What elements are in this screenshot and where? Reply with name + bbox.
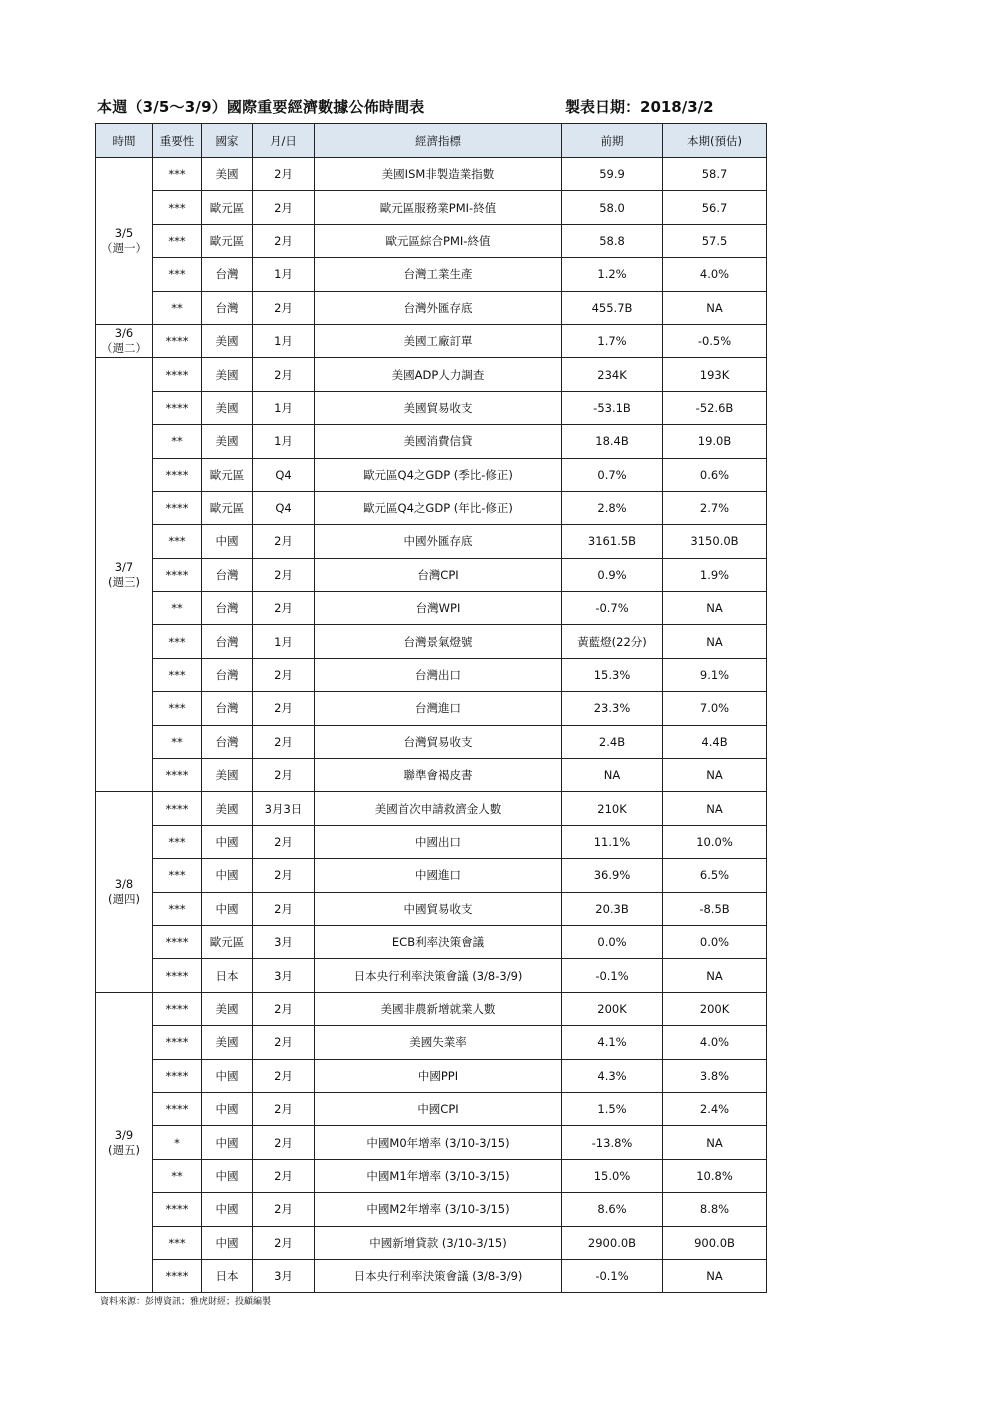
forecast-cell: 10.0% [663, 825, 767, 858]
forecast-cell: 7.0% [663, 692, 767, 725]
table-row [96, 558, 767, 591]
previous-cell: 210K [562, 792, 663, 825]
previous-cell: 2.4B [562, 725, 663, 758]
date-cell [96, 792, 153, 992]
indicator-cell: 中國CPI [315, 1092, 562, 1125]
forecast-cell: 10.8% [663, 1159, 767, 1192]
indicator-cell: 美國首次申請救濟金人數 [315, 792, 562, 825]
previous-cell: 59.9 [562, 158, 663, 191]
forecast-cell: NA [663, 625, 767, 658]
date-cell [96, 992, 153, 1293]
table-row [96, 1126, 767, 1159]
table-row [96, 592, 767, 625]
indicator-cell: 台灣景氣燈號 [315, 625, 562, 658]
table-body [96, 158, 767, 1293]
indicator-cell: 美國工廠訂單 [315, 324, 562, 357]
country-cell: 歐元區 [202, 224, 253, 257]
importance-cell: *** [153, 692, 202, 725]
indicator-cell: 台灣出口 [315, 658, 562, 691]
month-day-cell: 1月 [253, 258, 315, 291]
forecast-cell: NA [663, 1126, 767, 1159]
previous-cell: 200K [562, 992, 663, 1025]
header-indicator: 經濟指標 [315, 124, 562, 158]
country-cell: 中國 [202, 859, 253, 892]
forecast-cell: 2.7% [663, 491, 767, 524]
importance-cell: **** [153, 1193, 202, 1226]
importance-cell: *** [153, 859, 202, 892]
country-cell: 美國 [202, 358, 253, 391]
indicator-cell: 美國非農新增就業人數 [315, 992, 562, 1025]
country-cell: 台灣 [202, 592, 253, 625]
previous-cell: 15.0% [562, 1159, 663, 1192]
forecast-cell: NA [663, 592, 767, 625]
forecast-cell: 19.0B [663, 425, 767, 458]
previous-cell: -53.1B [562, 391, 663, 424]
indicator-cell: 中國貿易收支 [315, 892, 562, 925]
month-day-cell: 2月 [253, 1126, 315, 1159]
table-row [96, 324, 767, 357]
forecast-cell: -8.5B [663, 892, 767, 925]
table-row [96, 792, 767, 825]
table-row [96, 525, 767, 558]
country-cell: 歐元區 [202, 458, 253, 491]
forecast-cell: -0.5% [663, 324, 767, 357]
forecast-cell: 6.5% [663, 859, 767, 892]
previous-cell: 8.6% [562, 1193, 663, 1226]
previous-cell: 234K [562, 358, 663, 391]
importance-cell: *** [153, 258, 202, 291]
table-row [96, 191, 767, 224]
importance-cell: **** [153, 1092, 202, 1125]
table-row [96, 892, 767, 925]
indicator-cell: ECB利率決策會議 [315, 925, 562, 958]
forecast-cell: NA [663, 959, 767, 992]
indicator-cell: 歐元區Q4之GDP (年比-修正) [315, 491, 562, 524]
month-day-cell: 2月 [253, 291, 315, 324]
previous-cell: 455.7B [562, 291, 663, 324]
date-label: 3/9 [114, 1127, 134, 1142]
country-cell: 美國 [202, 759, 253, 792]
importance-cell: ** [153, 425, 202, 458]
country-cell: 中國 [202, 1059, 253, 1092]
forecast-cell: 56.7 [663, 191, 767, 224]
country-cell: 台灣 [202, 258, 253, 291]
importance-cell: *** [153, 191, 202, 224]
importance-cell: *** [153, 625, 202, 658]
importance-cell: *** [153, 658, 202, 691]
previous-cell: 1.5% [562, 1092, 663, 1125]
month-day-cell: 2月 [253, 191, 315, 224]
forecast-cell: 1.9% [663, 558, 767, 591]
importance-cell: **** [153, 792, 202, 825]
importance-cell: * [153, 1126, 202, 1159]
indicator-cell: 中國進口 [315, 859, 562, 892]
importance-cell: **** [153, 458, 202, 491]
indicator-cell: 台灣工業生產 [315, 258, 562, 291]
forecast-cell: 4.0% [663, 1026, 767, 1059]
importance-cell: *** [153, 892, 202, 925]
indicator-cell: 聯準會褐皮書 [315, 759, 562, 792]
table-row [96, 1159, 767, 1192]
month-day-cell: 2月 [253, 224, 315, 257]
weekday-label: (週三) [108, 574, 140, 589]
month-day-cell: 3月 [253, 1259, 315, 1292]
table-row [96, 391, 767, 424]
importance-cell: **** [153, 391, 202, 424]
table-row [96, 759, 767, 792]
month-day-cell: 2月 [253, 859, 315, 892]
importance-cell: **** [153, 1259, 202, 1292]
schedule-table [95, 123, 767, 1293]
previous-cell: 1.2% [562, 258, 663, 291]
country-cell: 中國 [202, 1092, 253, 1125]
indicator-cell: 中國出口 [315, 825, 562, 858]
table-row [96, 224, 767, 257]
table-row [96, 959, 767, 992]
indicator-cell: 歐元區服務業PMI-終值 [315, 191, 562, 224]
table-row [96, 725, 767, 758]
importance-cell: **** [153, 1059, 202, 1092]
forecast-cell: 4.0% [663, 258, 767, 291]
table-row [96, 658, 767, 691]
indicator-cell: 中國外匯存底 [315, 525, 562, 558]
indicator-cell: 台灣貿易收支 [315, 725, 562, 758]
importance-cell: ** [153, 725, 202, 758]
header-previous: 前期 [562, 124, 663, 158]
country-cell: 美國 [202, 792, 253, 825]
previous-cell: -13.8% [562, 1126, 663, 1159]
previous-cell: NA [562, 759, 663, 792]
month-day-cell: 2月 [253, 592, 315, 625]
month-day-cell: 2月 [253, 1159, 315, 1192]
country-cell: 台灣 [202, 291, 253, 324]
forecast-cell: 57.5 [663, 224, 767, 257]
country-cell: 中國 [202, 1126, 253, 1159]
month-day-cell: 2月 [253, 658, 315, 691]
forecast-cell: -52.6B [663, 391, 767, 424]
date-label: 3/6 [114, 326, 134, 341]
country-cell: 台灣 [202, 558, 253, 591]
month-day-cell: 2月 [253, 692, 315, 725]
month-day-cell: 2月 [253, 892, 315, 925]
previous-cell: 15.3% [562, 658, 663, 691]
indicator-cell: 中國PPI [315, 1059, 562, 1092]
importance-cell: **** [153, 925, 202, 958]
country-cell: 台灣 [202, 658, 253, 691]
importance-cell: *** [153, 224, 202, 257]
previous-cell: 0.0% [562, 925, 663, 958]
made-date: 製表日期：2018/3/2 [565, 98, 714, 116]
previous-cell: -0.1% [562, 1259, 663, 1292]
importance-cell: **** [153, 324, 202, 357]
indicator-cell: 歐元區Q4之GDP (季比-修正) [315, 458, 562, 491]
previous-cell: -0.1% [562, 959, 663, 992]
weekday-label: （週一） [101, 240, 147, 255]
table-row [96, 158, 767, 191]
country-cell: 台灣 [202, 725, 253, 758]
importance-cell: **** [153, 558, 202, 591]
previous-cell: 2.8% [562, 491, 663, 524]
source-note: 資料來源：彭博資訊；雅虎財經；投顧編製 [100, 1297, 272, 1307]
forecast-cell: 3150.0B [663, 525, 767, 558]
indicator-cell: 美國貿易收支 [315, 391, 562, 424]
indicator-cell: 歐元區綜合PMI-終值 [315, 224, 562, 257]
indicator-cell: 中國新增貸款 (3/10-3/15) [315, 1226, 562, 1259]
table-row [96, 1092, 767, 1125]
forecast-cell: NA [663, 759, 767, 792]
table-row [96, 491, 767, 524]
previous-cell: 1.7% [562, 324, 663, 357]
importance-cell: *** [153, 158, 202, 191]
previous-cell: 58.8 [562, 224, 663, 257]
forecast-cell: 3.8% [663, 1059, 767, 1092]
forecast-cell: NA [663, 291, 767, 324]
previous-cell: 3161.5B [562, 525, 663, 558]
previous-cell: 58.0 [562, 191, 663, 224]
forecast-cell: 0.6% [663, 458, 767, 491]
previous-cell: 2900.0B [562, 1226, 663, 1259]
month-day-cell: 2月 [253, 1092, 315, 1125]
indicator-cell: 中國M2年增率 (3/10-3/15) [315, 1193, 562, 1226]
month-day-cell: Q4 [253, 491, 315, 524]
month-day-cell: 2月 [253, 825, 315, 858]
month-day-cell: 2月 [253, 1193, 315, 1226]
month-day-cell: 2月 [253, 358, 315, 391]
previous-cell: 23.3% [562, 692, 663, 725]
importance-cell: *** [153, 525, 202, 558]
forecast-cell: 0.0% [663, 925, 767, 958]
forecast-cell: 900.0B [663, 1226, 767, 1259]
indicator-cell: 台灣WPI [315, 592, 562, 625]
month-day-cell: 1月 [253, 391, 315, 424]
weekday-label: (週五) [108, 1142, 140, 1157]
table-row [96, 925, 767, 958]
importance-cell: **** [153, 959, 202, 992]
forecast-cell: 9.1% [663, 658, 767, 691]
country-cell: 美國 [202, 324, 253, 357]
table-row [96, 625, 767, 658]
forecast-cell: 4.4B [663, 725, 767, 758]
header-importance: 重要性 [153, 124, 202, 158]
table-row [96, 425, 767, 458]
indicator-cell: 台灣外匯存底 [315, 291, 562, 324]
title-row [97, 96, 765, 122]
table-row [96, 1026, 767, 1059]
table-row [96, 1193, 767, 1226]
country-cell: 台灣 [202, 692, 253, 725]
country-cell: 中國 [202, 892, 253, 925]
header-forecast: 本期(預估) [663, 124, 767, 158]
month-day-cell: 3月 [253, 925, 315, 958]
table-row [96, 859, 767, 892]
month-day-cell: 2月 [253, 558, 315, 591]
month-day-cell: Q4 [253, 458, 315, 491]
table-row [96, 992, 767, 1025]
importance-cell: **** [153, 491, 202, 524]
page-title: 本週（3/5～3/9）國際重要經濟數據公佈時間表 [97, 98, 425, 116]
forecast-cell: 2.4% [663, 1092, 767, 1125]
forecast-cell: 200K [663, 992, 767, 1025]
month-day-cell: 1月 [253, 324, 315, 357]
country-cell: 日本 [202, 959, 253, 992]
indicator-cell: 美國ISM非製造業指數 [315, 158, 562, 191]
indicator-cell: 中國M0年增率 (3/10-3/15) [315, 1126, 562, 1159]
month-day-cell: 2月 [253, 992, 315, 1025]
date-cell [96, 358, 153, 792]
country-cell: 美國 [202, 992, 253, 1025]
previous-cell: 0.9% [562, 558, 663, 591]
month-day-cell: 3月 [253, 959, 315, 992]
country-cell: 中國 [202, 1226, 253, 1259]
country-cell: 中國 [202, 1193, 253, 1226]
country-cell: 美國 [202, 391, 253, 424]
indicator-cell: 美國ADP人力調查 [315, 358, 562, 391]
forecast-cell: 58.7 [663, 158, 767, 191]
country-cell: 歐元區 [202, 491, 253, 524]
date-cell [96, 158, 153, 325]
country-cell: 美國 [202, 425, 253, 458]
month-day-cell: 2月 [253, 158, 315, 191]
month-day-cell: 3月3日 [253, 792, 315, 825]
month-day-cell: 2月 [253, 1226, 315, 1259]
table-row [96, 258, 767, 291]
importance-cell: ** [153, 592, 202, 625]
table-row [96, 1259, 767, 1292]
forecast-cell: NA [663, 792, 767, 825]
table-row [96, 1059, 767, 1092]
header-row [96, 124, 767, 158]
month-day-cell: 2月 [253, 1026, 315, 1059]
table-row [96, 358, 767, 391]
importance-cell: **** [153, 358, 202, 391]
forecast-cell: 8.8% [663, 1193, 767, 1226]
table-row [96, 825, 767, 858]
weekday-label: （週二） [101, 341, 147, 356]
indicator-cell: 日本央行利率決策會議 (3/8-3/9) [315, 959, 562, 992]
header-country: 國家 [202, 124, 253, 158]
previous-cell: -0.7% [562, 592, 663, 625]
forecast-cell: NA [663, 1259, 767, 1292]
month-day-cell: 2月 [253, 759, 315, 792]
country-cell: 中國 [202, 525, 253, 558]
country-cell: 歐元區 [202, 191, 253, 224]
country-cell: 台灣 [202, 625, 253, 658]
country-cell: 歐元區 [202, 925, 253, 958]
weekday-label: (週四) [108, 892, 140, 907]
previous-cell: 黃藍燈(22分) [562, 625, 663, 658]
table-row [96, 291, 767, 324]
importance-cell: **** [153, 992, 202, 1025]
indicator-cell: 台灣CPI [315, 558, 562, 591]
country-cell: 中國 [202, 825, 253, 858]
indicator-cell: 中國M1年增率 (3/10-3/15) [315, 1159, 562, 1192]
table-row [96, 1226, 767, 1259]
month-day-cell: 1月 [253, 425, 315, 458]
importance-cell: **** [153, 759, 202, 792]
country-cell: 日本 [202, 1259, 253, 1292]
date-label: 3/7 [114, 559, 134, 574]
date-label: 3/8 [114, 877, 134, 892]
month-day-cell: 2月 [253, 525, 315, 558]
country-cell: 美國 [202, 158, 253, 191]
importance-cell: *** [153, 825, 202, 858]
month-day-cell: 2月 [253, 725, 315, 758]
forecast-cell: 193K [663, 358, 767, 391]
indicator-cell: 台灣進口 [315, 692, 562, 725]
country-cell: 中國 [202, 1159, 253, 1192]
previous-cell: 4.3% [562, 1059, 663, 1092]
header-month-day: 月/日 [253, 124, 315, 158]
table-row [96, 458, 767, 491]
importance-cell: ** [153, 291, 202, 324]
previous-cell: 11.1% [562, 825, 663, 858]
previous-cell: 18.4B [562, 425, 663, 458]
month-day-cell: 1月 [253, 625, 315, 658]
indicator-cell: 美國失業率 [315, 1026, 562, 1059]
previous-cell: 36.9% [562, 859, 663, 892]
previous-cell: 20.3B [562, 892, 663, 925]
header-time: 時間 [96, 124, 153, 158]
importance-cell: *** [153, 1226, 202, 1259]
indicator-cell: 日本央行利率決策會議 (3/8-3/9) [315, 1259, 562, 1292]
table-row [96, 692, 767, 725]
country-cell: 美國 [202, 1026, 253, 1059]
importance-cell: ** [153, 1159, 202, 1192]
date-cell [96, 324, 153, 357]
date-label: 3/5 [114, 225, 134, 240]
indicator-cell: 美國消費信貸 [315, 425, 562, 458]
month-day-cell: 2月 [253, 1059, 315, 1092]
previous-cell: 4.1% [562, 1026, 663, 1059]
previous-cell: 0.7% [562, 458, 663, 491]
importance-cell: **** [153, 1026, 202, 1059]
